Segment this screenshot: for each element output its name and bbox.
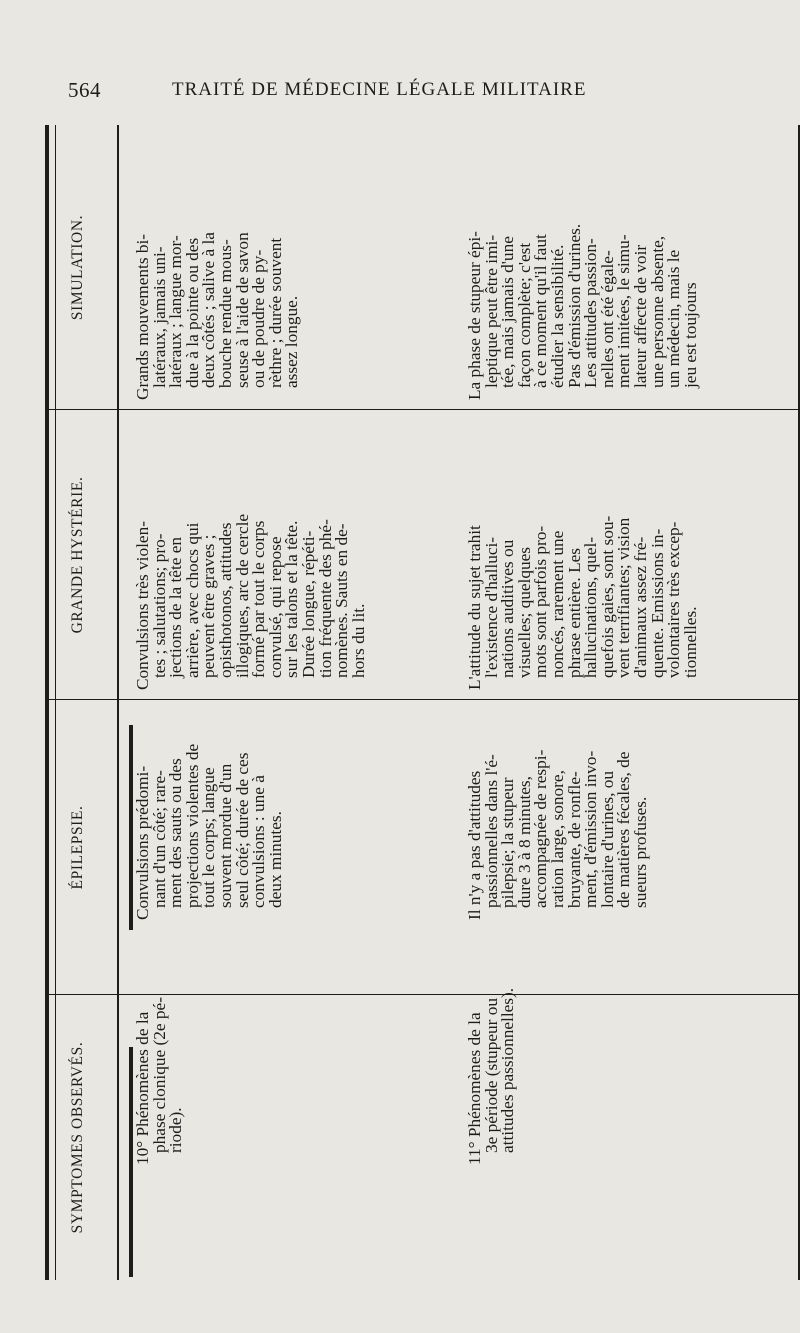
- text-line: 10° Phénomènes de la: [133, 1011, 152, 1165]
- text-line: façon complète; c'est: [514, 242, 534, 388]
- text-line: 11° Phénomènes de la: [465, 1012, 484, 1165]
- text-line: seuse à l'aide de savon: [232, 232, 252, 388]
- row2-epilepsie: [467, 710, 650, 920]
- text-line: étudier la sensibilité.: [547, 244, 567, 388]
- text-line: visuelles; quelques: [514, 546, 534, 678]
- text-line: Pas d'émission d'urines.: [564, 223, 584, 388]
- text-line: formé par tout le corps: [249, 520, 269, 678]
- text-line: Il n'y a pas d'attitudes: [465, 770, 484, 920]
- header-rule: [117, 125, 119, 1280]
- text-line: tout le corps; langue: [199, 767, 219, 908]
- text-line: tionnelles.: [680, 606, 700, 678]
- text-line: ment imitées, le simu-: [614, 234, 634, 388]
- rotated-table: [45, 125, 800, 1280]
- text-line: nations auditives ou: [498, 539, 518, 678]
- text-line: deux côtés ; salive à la: [199, 232, 219, 388]
- text-line: projections violentes de: [182, 743, 202, 908]
- text-line: leptique peut être imi-: [481, 234, 501, 388]
- text-line: latéraux ; langue mor-: [166, 235, 186, 388]
- text-line: sueurs profuses.: [630, 796, 650, 908]
- column-rule: [49, 699, 800, 700]
- text-line: dure 3 à 8 minutes,: [514, 776, 534, 908]
- text-line: d'animaux assez fré-: [630, 536, 650, 678]
- text-line: mots sont parfois pro-: [531, 525, 551, 678]
- text-line: tion fréquente des phé-: [315, 519, 335, 678]
- row1-symptom: [135, 995, 185, 1165]
- text-line: ration large, sonore,: [547, 770, 567, 908]
- text-line: jections de la tête en: [166, 536, 186, 678]
- text-line: ment des sauts ou des: [166, 758, 186, 908]
- header-simulation: SIMULATION.: [69, 214, 86, 321]
- text-line: L'attitude du sujet trahit: [465, 525, 484, 690]
- text-line: tes ; salutations; pro-: [149, 533, 169, 678]
- text-line: Durée longue, répéti-: [298, 530, 318, 678]
- text-line: Convulsions prédomi-: [133, 765, 152, 920]
- text-line: bruyante, de ronfle-: [564, 771, 584, 908]
- text-line: accompagnée de respi-: [531, 749, 551, 908]
- header-epilepsie: ÉPILEPSIE.: [69, 805, 86, 890]
- text-line: phrase entière. Les: [564, 547, 584, 678]
- text-line: souvent mordue d'un: [215, 763, 235, 908]
- text-line: lontaire d'urines, ou: [597, 770, 617, 908]
- text-line: pilepsie; la stupeur: [498, 777, 518, 908]
- text-line: latéraux, jamais uni-: [149, 246, 169, 388]
- running-title: TRAITÉ DE MÉDECINE LÉGALE MILITAIRE: [172, 79, 587, 100]
- text-line: bouche rendue mous-: [215, 239, 235, 388]
- text-line: seul côté; durée de ces: [232, 752, 252, 908]
- text-line: deux minutes.: [265, 811, 285, 908]
- text-line: sur les talons et la tête.: [282, 520, 302, 678]
- text-line: quefois gaies, sont sou-: [597, 515, 617, 678]
- text-line: de matières fécales, de: [614, 751, 634, 908]
- column-rule: [49, 409, 800, 410]
- text-line: convulsé, qui repose: [265, 536, 285, 678]
- text-line: due à la pointe ou des: [182, 237, 202, 388]
- text-line: noncés, rarement une: [547, 530, 567, 678]
- row1-epilepsie: [135, 710, 284, 920]
- text-line: vent terrifiantes; vision: [614, 517, 634, 678]
- row1-simulation: [135, 130, 301, 400]
- text-line: rèthre ; durée souvent: [265, 237, 285, 388]
- text-line: lateur affecte de voir: [630, 244, 650, 388]
- text-line: arrière, avec chocs qui: [182, 522, 202, 678]
- text-line: peuvent être graves ;: [199, 534, 219, 678]
- text-line: attitudes passionnelles).: [498, 987, 518, 1153]
- text-line: phase clonique (2e pé-: [149, 997, 169, 1153]
- text-line: hors du lit.: [348, 603, 368, 678]
- text-line: à ce moment qu'il faut: [531, 234, 551, 388]
- text-line: une personne absente,: [647, 235, 667, 388]
- text-line: convulsions : une à: [249, 775, 269, 908]
- row2-simulation: [467, 130, 699, 400]
- text-line: ment, d'émission invo-: [581, 750, 601, 908]
- header-symptomes: SYMPTOMES OBSERVÉS.: [69, 1041, 86, 1234]
- text-line: assez longue.: [282, 295, 302, 388]
- text-line: opisthotonos, attitudes: [215, 522, 235, 678]
- text-line: hallucinations, quel-: [581, 536, 601, 678]
- symptom-table: [45, 125, 800, 1280]
- text-line: 3e période (stupeur ou: [481, 998, 501, 1153]
- text-line: riode).: [166, 1107, 186, 1153]
- text-line: nelles ont été égale-: [597, 250, 617, 388]
- text-line: jeu est toujours: [680, 282, 700, 388]
- text-line: Convulsions très violen-: [133, 521, 152, 690]
- text-line: La phase de stupeur épi-: [465, 231, 484, 400]
- header-hysterie: GRANDE HYSTÉRIE.: [69, 476, 86, 634]
- text-line: l'existence d'halluci-: [481, 536, 501, 678]
- text-line: volontaires très excep-: [664, 521, 684, 678]
- text-line: illogiques, arc de cercle: [232, 513, 252, 678]
- page-number: 564: [68, 78, 101, 102]
- text-line: nant d'un côté; rare-: [149, 770, 169, 908]
- row2-symptom: [465, 987, 518, 1165]
- text-line: quente. Emissions in-: [647, 528, 667, 678]
- text-line: Grands mouvements bi-: [133, 233, 152, 400]
- text-line: un médecin, mais le: [664, 249, 684, 388]
- text-line: nomènes. Sauts en de-: [332, 523, 352, 678]
- text-line: passionnelles dans l'é-: [481, 754, 501, 908]
- text-line: Les attitudes passion-: [581, 238, 601, 388]
- page-header: [68, 78, 768, 104]
- row2-hysterie: [467, 420, 699, 690]
- row1-hysterie: [135, 420, 367, 690]
- text-line: tée, mais jamais d'une: [498, 236, 518, 388]
- text-line: ou de poudre de py-: [249, 249, 269, 388]
